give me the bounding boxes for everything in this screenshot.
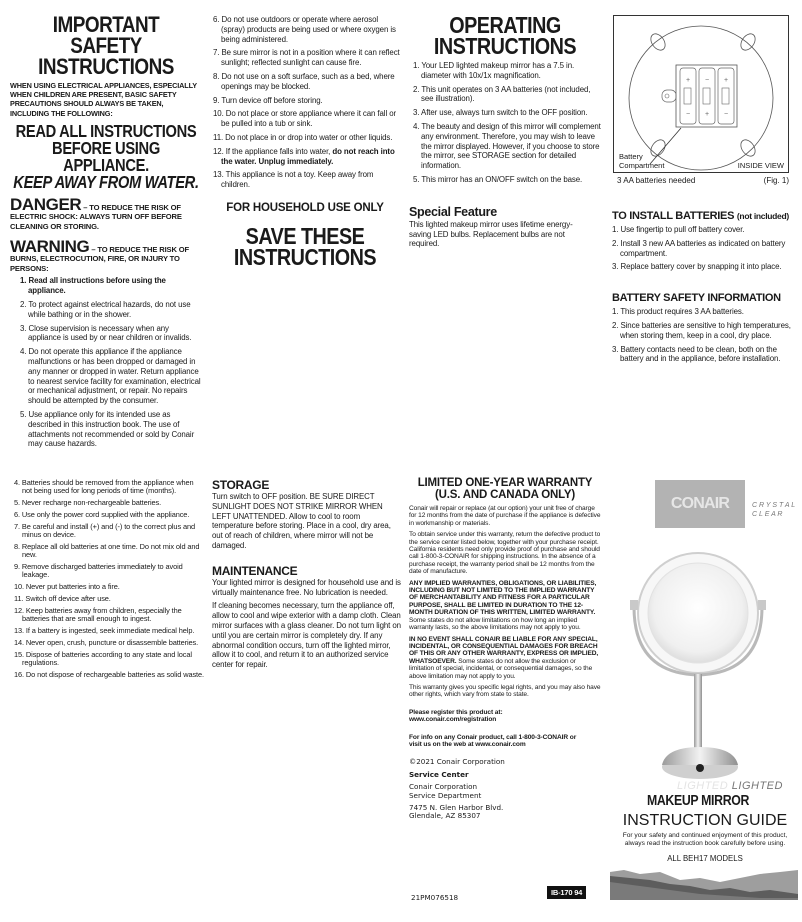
register-url[interactable]: www.conair.com/registration	[409, 716, 497, 724]
list-item	[209, 147, 401, 167]
mirror-product-image	[620, 535, 790, 785]
battery-safety-list-continued	[10, 479, 205, 679]
install-title: TO INSTALL BATTERIES	[612, 210, 735, 222]
svg-text:−: −	[685, 111, 691, 118]
models-label: ALL BEH17 MODELS	[667, 854, 743, 863]
corporate-info	[409, 758, 601, 820]
warranty-title-2: (U.S. AND CANADA ONLY)	[435, 488, 575, 501]
item-12-text: 12. If the appliance falls into water,	[213, 146, 333, 156]
figure-caption	[617, 176, 789, 185]
battery-safety-heading: BATTERY SAFETY INFORMATION	[612, 292, 781, 305]
warranty-p2: To obtain service under this warranty, return the defective product to the service center listed below, together with your purchase receipt. California residents need only provide proof of purchase and should call 1-800-3-CONAIR for shipping instructions. In the absence of a purchase receipt, the warranty period shall be 12 months from the date of manufacture.	[409, 531, 601, 576]
list-item: 13. If a battery is ingested, seek immediate medical help.	[14, 626, 195, 635]
household-use-note: FOR HOUSEHOLD USE ONLY	[226, 201, 384, 214]
warranty-p1: Conair will repair or replace (at our option) your unit free of charge for 12 months from the date of purchase if the appliance is defective in workmanship or materials.	[409, 505, 601, 527]
special-feature-heading: Special Feature	[409, 204, 497, 219]
list-item: 11. Do not place in or drop into water or other liquids.	[213, 132, 393, 142]
maintenance-text-2: If cleaning becomes necessary, turn the appliance off, allow to cool and wipe exterior with a damp cloth. Clean mirror surfaces with a glass cleaner. Do not turn light on until you are certain mirror is completely dry. If any abnormal condition occurs, turn off the lighted mirror, allow it to cool, and return it to an authorized service center for repair.	[212, 601, 401, 670]
list-item: 5. Use appliance only for its intended use as described in this instruction book. The use of attachments not recommended or sold by Conair may cause hazards.	[20, 409, 195, 449]
storage-heading: STORAGE	[212, 478, 270, 492]
read-all-heading	[10, 120, 202, 192]
list-item: 7. Be sure mirror is not in a position where it can reflect sunlight; reflected sunlight can cause fire.	[213, 48, 400, 68]
install-batteries-heading	[612, 210, 802, 222]
svg-text:+: +	[723, 77, 729, 84]
warning-block	[10, 236, 202, 274]
list-item: 6. Do not use outdoors or operate where aerosol (spray) products are being used or where oxygen is being administered.	[213, 15, 396, 44]
list-item: 2. Since batteries are sensitive to high temperatures, when storing them, keep in a cool, dry place.	[612, 320, 791, 340]
safety-title: IMPORTANT SAFETY INSTRUCTIONS	[38, 12, 174, 79]
warranty-p4	[409, 636, 601, 680]
mountain-landscape-icon	[610, 868, 798, 900]
warranty-p3-text: Some states do not allow limitations on how long an implied warranty lasts, so the above limitations may not apply to you.	[409, 616, 581, 632]
list-item: 12. Keep batteries away from children, especially the batteries that are small enough to ingest.	[14, 606, 182, 623]
lighted-faded: LIGHTED	[677, 780, 729, 792]
lighted-text: LIGHTED	[731, 780, 783, 792]
caption-text: 3 AA batteries needed	[617, 176, 696, 185]
ib-badge: IB-170 94	[547, 886, 586, 899]
list-item: 4. The beauty and design of this mirror will complement any environment. Therefore, you may wish to leave the mirror displayed. However, if you choose to store the mirror, see STORAGE section for detailed information.	[413, 121, 601, 171]
operating-list	[409, 61, 601, 185]
warranty-heading	[409, 478, 601, 501]
battery-callout	[619, 152, 664, 170]
warranty-p4-text: Some states do not allow the exclusion or limitation of special, incidental, or consequential damages, so the above limitation may not apply to you.	[409, 657, 593, 680]
operating-column	[409, 12, 601, 253]
battery-safety-list	[612, 307, 802, 364]
read-all-line-2: BEFORE USING APPLIANCE.	[52, 137, 160, 175]
operating-title-2: INSTRUCTIONS	[433, 33, 577, 59]
list-item: 8. Do not use on a soft surface, such as a bed, where openings may be blocked.	[213, 71, 395, 91]
save-line-2: INSTRUCTIONS	[233, 243, 377, 270]
svg-text:+: +	[704, 111, 710, 118]
crystal-clear-tagline	[752, 502, 795, 519]
info-line-2[interactable]: visit us on the web at www.conair.com	[409, 740, 526, 748]
warranty-body	[409, 505, 601, 748]
warranty-p5: This warranty gives you specific legal rights, and you may also have other rights, which vary from state to state.	[409, 683, 601, 699]
safety-continued-column	[209, 15, 401, 268]
register-note	[409, 709, 601, 724]
brand-name: CONAIR	[670, 495, 730, 512]
product-name: MAKEUP MIRROR	[646, 792, 750, 809]
list-item: 3. Battery contacts need to be clean, both on the battery and in the appliance, before installation.	[612, 344, 781, 364]
copyright: ©2021 Conair Corporation	[409, 757, 505, 767]
callout-line-2: Compartment	[619, 161, 665, 170]
safety-intro: WHEN USING ELECTRICAL APPLIANCES, ESPECIALLY WHEN CHILDREN ARE PRESENT, BASIC SAFETY PRECAUTIONS SHOULD ALWAYS BE TAKEN, INCLUDING THE FOLLOWING:	[10, 81, 197, 118]
warranty-p4-bold: IN NO EVENT SHALL CONAIR BE LIABLE FOR ANY SPECIAL, INCIDENTAL, OR CONSEQUENTIAL DAMAGES FOR BREACH OF THIS OR ANY OTHER WARRANTY, EXPRESS OR IMPLIED, WHATSOEVER.	[409, 635, 599, 665]
save-line-1: SAVE THESE	[245, 222, 365, 249]
address-line-3: 7475 N. Glen Harbor Blvd.	[409, 803, 504, 812]
list-item: 9. Turn device off before storing.	[213, 95, 323, 105]
install-list	[612, 225, 802, 272]
list-item: 1. Your LED lighted makeup mirror has a 7.5 in. diameter with 10x/1x magnification.	[413, 61, 575, 80]
list-item: 6. Use only the power cord supplied with the appliance.	[14, 510, 190, 519]
list-item: 11. Switch off device after use.	[14, 594, 111, 603]
list-item: 8. Replace all old batteries at one time. Do not mix old and new.	[14, 542, 200, 559]
warranty-p3	[409, 580, 601, 632]
list-item: 7. Be careful and install (+) and (-) to the correct plus and minus on device.	[14, 522, 196, 539]
tagline-line-1: C R Y S T A L	[752, 502, 796, 509]
storage-maintenance-column	[212, 479, 402, 674]
list-item: 14. Never open, crush, puncture or disassemble batteries.	[14, 638, 199, 647]
inside-view-label: INSIDE VIEW	[737, 161, 784, 170]
danger-label: DANGER	[10, 194, 82, 214]
svg-text:−: −	[704, 77, 710, 84]
address-line-1: Conair Corporation	[409, 782, 478, 792]
list-item: 2. Install 3 new AA batteries as indicated on battery compartment.	[612, 238, 786, 258]
safety-column	[10, 14, 202, 453]
svg-text:+: +	[685, 77, 691, 84]
maintenance-text-1: Your lighted mirror is designed for household use and is virtually maintenance free. No lubrication is needed.	[212, 577, 401, 597]
battery-safety-continued-column	[10, 479, 205, 683]
maintenance-heading: MAINTENANCE	[212, 563, 298, 578]
list-item: 2. This unit operates on 3 AA batteries (not included, see illustration).	[413, 84, 591, 104]
list-item: 3. Replace battery cover by snapping it into place.	[612, 262, 782, 272]
svg-text:−: −	[723, 111, 729, 118]
list-item: 16. Do not dispose of rechargeable batteries as solid waste.	[14, 670, 204, 679]
list-item: 3. Close supervision is necessary when any appliance is used by or near children or invalids.	[20, 323, 192, 343]
figure-number: (Fig. 1)	[763, 176, 789, 185]
callout-line-1: Battery	[619, 152, 643, 161]
danger-block	[10, 194, 202, 232]
battery-compartment-figure	[613, 15, 789, 173]
special-feature-text: This lighted makeup mirror uses lifetime energy-saving LED bulbs. Replacement bulbs are not required.	[409, 219, 573, 249]
warning-list-continued	[209, 15, 401, 190]
conair-logo	[655, 480, 745, 528]
register-line-1: Please register this product at:	[409, 708, 503, 716]
list-item: 1. Use fingertip to pull off battery cover.	[612, 225, 745, 234]
item-12-bold: do not reach into the water. Unplug immediately.	[221, 146, 395, 166]
list-item: 5. This mirror has an ON/OFF switch on the base.	[413, 174, 583, 184]
cover-text	[610, 780, 800, 863]
info-line-1: For info on any Conair product, call 1-800-3-CONAIR or	[409, 733, 577, 741]
list-item: 5. Never recharge non-rechargeable batteries.	[14, 498, 162, 507]
list-item: 13. This appliance is not a toy. Keep away from children.	[213, 170, 374, 190]
list-item: 10. Never put batteries into a fire.	[14, 582, 120, 591]
list-item: 2. To protect against electrical hazards, do not use while bathing or in the shower.	[20, 299, 191, 319]
storage-text: Turn switch to OFF position. BE SURE DIRECT SUNLIGHT DOES NOT STRIKE MIRROR WHEN LEFT UNATTENDED. Allow to cool to room temperature before storing. Place in a cool, dry area, out of reach of children, where mirror will not be damaged.	[212, 492, 391, 550]
save-instructions-heading	[222, 222, 387, 270]
install-note: (not included)	[736, 211, 789, 221]
warning-list	[10, 276, 202, 449]
list-item: 4. Batteries should be removed from the appliance when not being used for long periods of time (months).	[14, 478, 194, 495]
list-item: 9. Remove discharged batteries immediately to avoid leakage.	[14, 562, 183, 579]
warning-label: WARNING	[10, 236, 90, 256]
list-item: 10. Do not place or store appliance where it can fall or be pulled into a tub or sink.	[213, 109, 397, 129]
batteries-column	[612, 210, 802, 368]
list-item: 1. Read all instructions before using the appliance.	[20, 276, 166, 296]
tagline-line-2: C L E A R	[752, 510, 783, 518]
info-note	[409, 734, 601, 749]
address-line-4: Glendale, AZ 85307	[409, 811, 481, 821]
list-item: 4. Do not operate this appliance if the appliance malfunctions or has been dropped or damaged in any manner or dropped in water. Return appliance to nearest service facility for examination, electrical or mechanical adjustment, or repair. No repairs should be attempted by the consumer.	[20, 347, 201, 406]
lighted-label	[610, 780, 800, 792]
operating-title-1: OPERATING	[449, 12, 561, 38]
warranty-title-1: LIMITED ONE-YEAR WARRANTY	[417, 477, 593, 489]
cover-safety-note: For your safety and continued enjoyment of this product, always read the instruction book carefully before using.	[622, 832, 788, 847]
address-line-2: Service Department	[409, 790, 482, 800]
warning-text: – TO REDUCE THE RISK OF BURNS, ELECTROCUTION, FIRE, OR INJURY TO PERSONS:	[10, 244, 190, 273]
danger-text: – TO REDUCE THE RISK OF ELECTRIC SHOCK: ALWAYS TURN OFF BEFORE CLEANING OR STORING.	[10, 202, 182, 231]
operating-title	[422, 12, 587, 59]
list-item: 15. Dispose of batteries according to any state and local regulations.	[14, 650, 192, 667]
battery-diagram-icon	[614, 16, 788, 172]
document-code: 21PM076518	[411, 893, 459, 902]
read-all-line-1: READ ALL INSTRUCTIONS	[15, 120, 197, 141]
warranty-column	[409, 478, 601, 821]
list-item: 3. After use, always turn switch to the OFF position.	[413, 108, 588, 118]
service-center-label: Service Center	[409, 769, 469, 779]
warranty-p3-bold: ANY IMPLIED WARRANTIES, OBLIGATIONS, OR LIABILITIES, INCLUDING BUT NOT LIMITED TO THE IMPLIED WARRANTY OF MERCHANTABILITY AND FITNESS FOR A PARTICULAR PURPOSE, SHALL BE LIMITED IN DURATION TO THE 12-MONTH DURATION OF THIS WRITTEN, LIMITED WARRANTY.	[409, 579, 597, 617]
list-item: 1. This product requires 3 AA batteries.	[612, 307, 744, 317]
keep-away-line: KEEP AWAY FROM WATER.	[13, 171, 199, 192]
instruction-guide-title: INSTRUCTION GUIDE	[622, 812, 788, 829]
